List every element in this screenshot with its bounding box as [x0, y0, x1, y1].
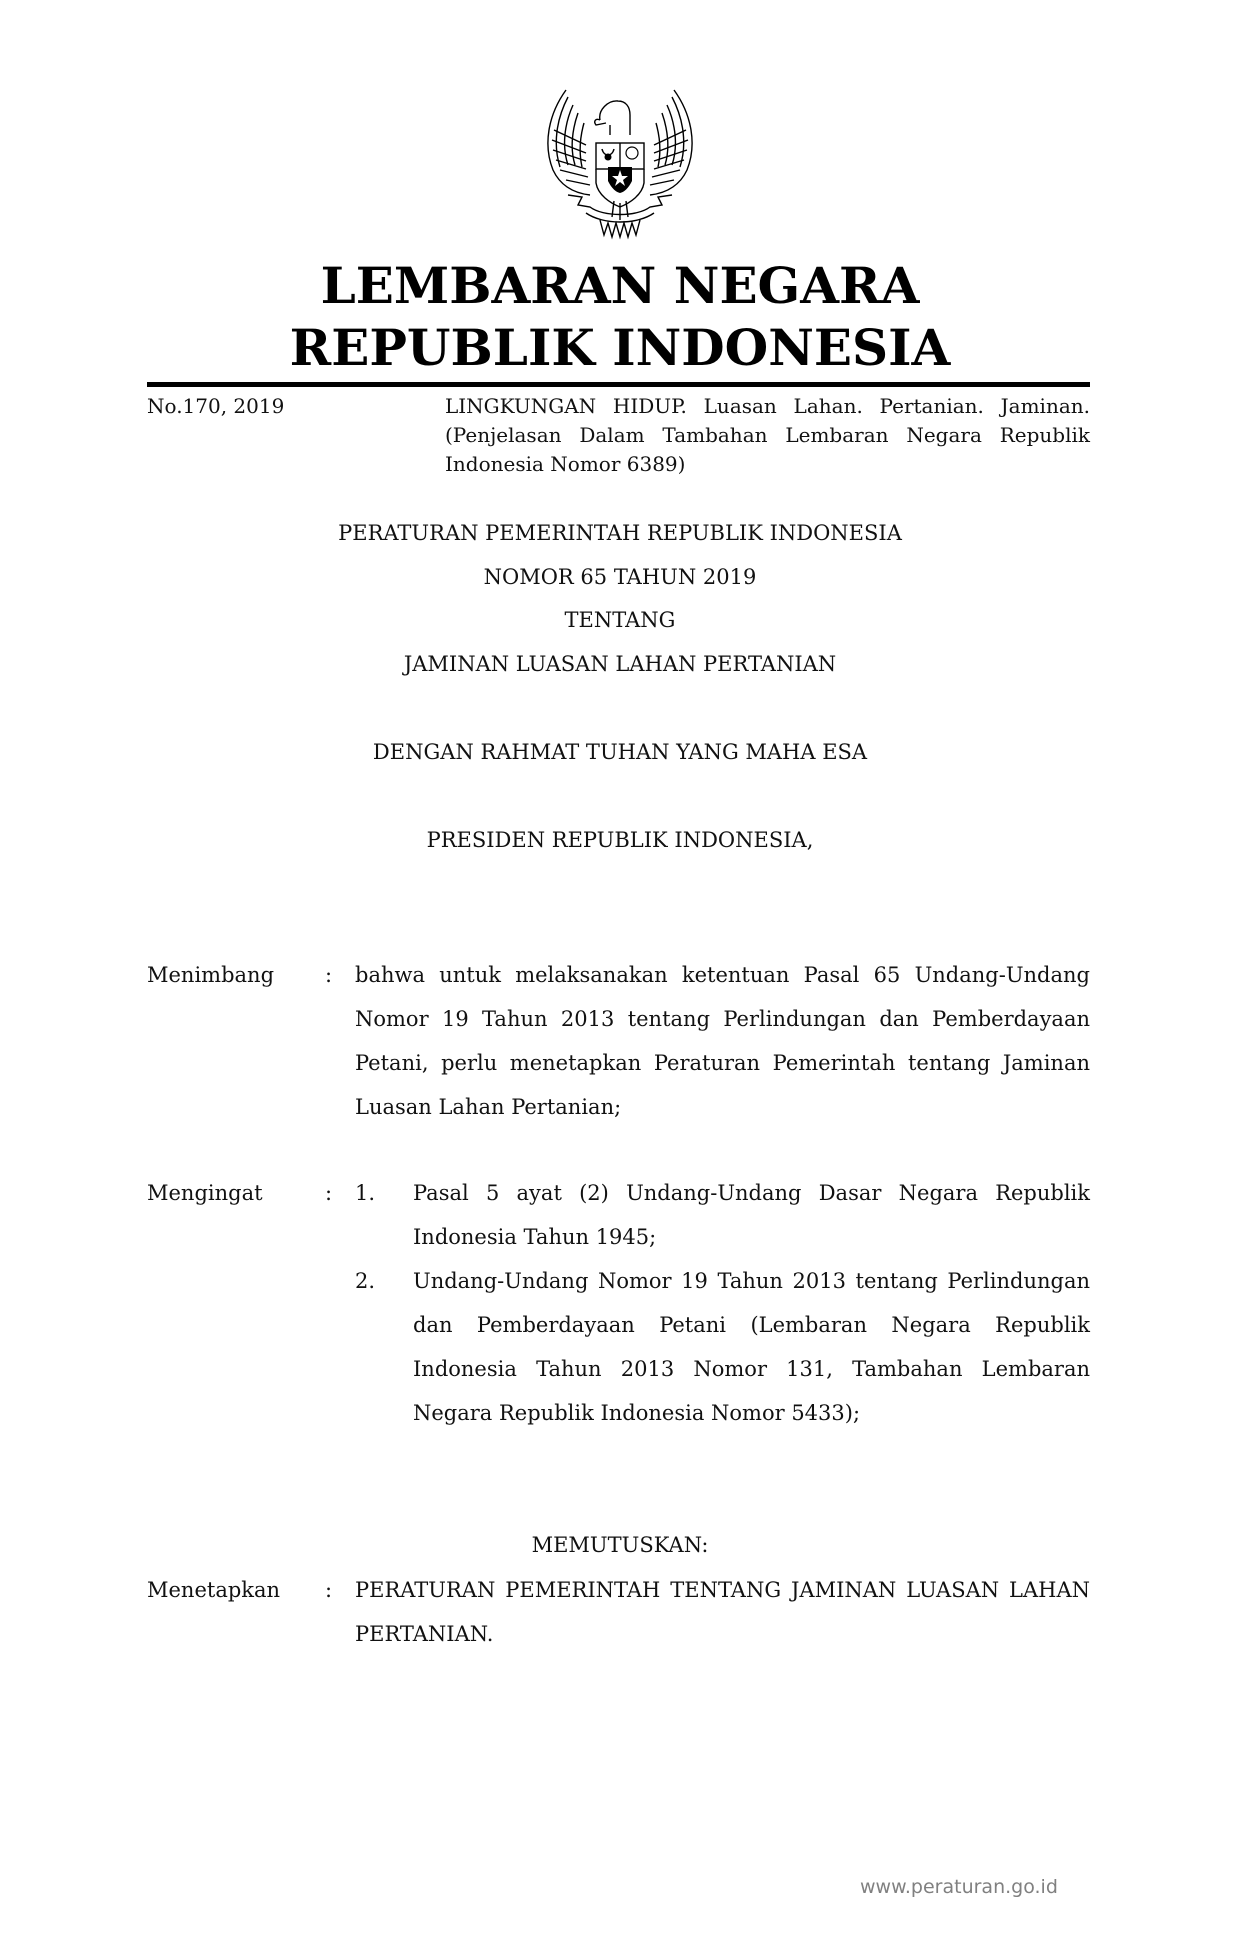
- menimbang-colon: :: [325, 963, 333, 987]
- mengingat-label: Mengingat: [147, 1181, 263, 1205]
- gazette-title-line2: REPUBLIK INDONESIA: [289, 318, 951, 377]
- mengingat-item-text: Pasal 5 ayat (2) Undang-Undang Dasar Negara Republik Indonesia Tahun 1945;: [413, 1181, 1090, 1249]
- gazette-title-line1: LEMBARAN NEGARA: [320, 256, 920, 315]
- regulation-about: TENTANG: [564, 608, 676, 632]
- mengingat-item-number: 1.: [355, 1181, 376, 1205]
- president-heading: PRESIDEN REPUBLIK INDONESIA,: [426, 828, 814, 852]
- regulation-title: JAMINAN LUASAN LAHAN PERTANIAN: [403, 652, 837, 676]
- menetapkan-label: Menetapkan: [147, 1578, 281, 1602]
- memutuskan-heading: MEMUTUSKAN:: [531, 1533, 709, 1557]
- menetapkan-text: PERATURAN PEMERINTAH TENTANG JAMINAN LUASAN LAHAN PERTANIAN.: [355, 1578, 1090, 1646]
- mengingat-item-text: Undang-Undang Nomor 19 Tahun 2013 tentang Perlindungan dan Pemberdayaan Petani (Lembaran Negara Republik Indonesia Tahun 2013 Nomor 131, Tambahan Lembaran Negara Republik Indonesia Nomor 5433);: [413, 1269, 1090, 1425]
- title-divider: [147, 382, 1090, 387]
- blessing-text: DENGAN RAHMAT TUHAN YANG MAHA ESA: [372, 740, 868, 764]
- menetapkan-colon: :: [325, 1578, 333, 1602]
- gazette-subject: LINGKUNGAN HIDUP. Luasan Lahan. Pertanian. Jaminan. (Penjelasan Dalam Tambahan Lembaran Negara Republik Indonesia Nomor 6389): [445, 394, 1090, 476]
- footer-website-link[interactable]: www.peraturan.go.id: [860, 1876, 1058, 1898]
- gazette-number: No.170, 2019: [147, 394, 285, 418]
- regulation-number: NOMOR 65 TAHUN 2019: [483, 565, 757, 589]
- mengingat-colon: :: [325, 1181, 333, 1205]
- menimbang-text: bahwa untuk melaksanakan ketentuan Pasal 65 Undang-Undang Nomor 19 Tahun 2013 tentang Perlindungan dan Pemberdayaan Petani, perlu menetapkan Peraturan Pemerintah tentang Jaminan Luasan Lahan Pertanian;: [355, 963, 1090, 1119]
- garuda-emblem-icon: [538, 85, 702, 240]
- menimbang-label: Menimbang: [147, 963, 275, 987]
- regulation-type: PERATURAN PEMERINTAH REPUBLIK INDONESIA: [338, 521, 902, 545]
- mengingat-item-number: 2.: [355, 1269, 376, 1293]
